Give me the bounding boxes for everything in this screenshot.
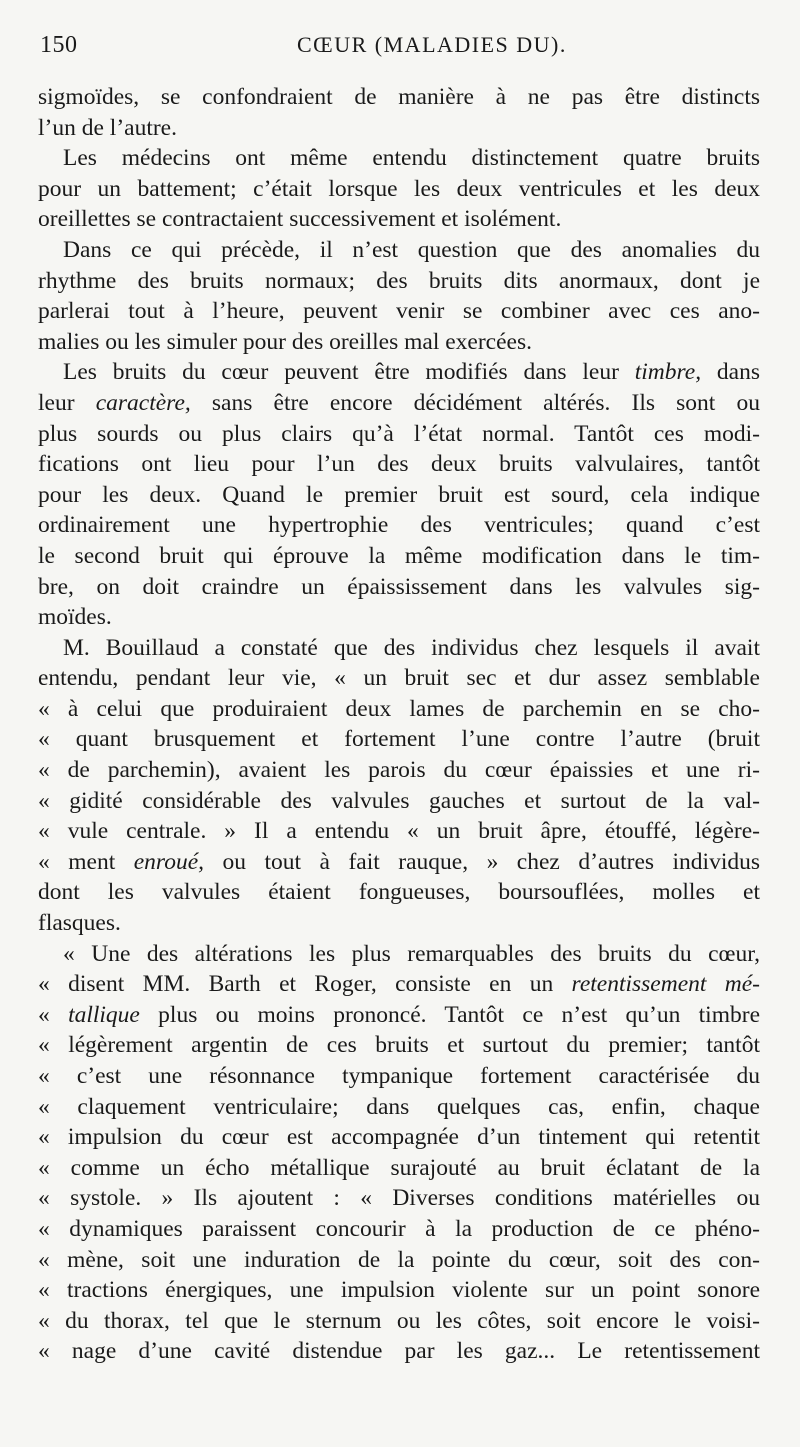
text-segment: le second bruit qui éprouve la même modification dans le tim- bbox=[38, 542, 760, 569]
text-line bbox=[38, 969, 760, 1000]
text-segment: plus sourds ou plus clairs qu’à l’état normal. Tantôt ces modi- bbox=[38, 420, 760, 447]
text-segment: malies ou les simuler pour des oreilles mal exercées. bbox=[38, 328, 532, 355]
text-segment: flasques. bbox=[38, 910, 121, 937]
text-line bbox=[38, 204, 760, 235]
italic-text: caractère, bbox=[95, 389, 191, 416]
text-line bbox=[38, 1122, 760, 1153]
text-line bbox=[38, 1336, 760, 1367]
text-segment: Les bruits du cœur peuvent être modifiés dans leur bbox=[63, 359, 635, 386]
text-line bbox=[38, 541, 760, 572]
text-segment: leur bbox=[38, 389, 96, 416]
text-segment: « comme un écho métallique surajouté au bruit éclatant de la bbox=[38, 1154, 760, 1181]
text-line bbox=[38, 939, 760, 970]
text-segment: bre, on doit craindre un épaississement dans les valvules sig- bbox=[38, 573, 760, 600]
text-line bbox=[38, 1092, 760, 1123]
text-segment: parlerai tout à l’heure, peuvent venir se combiner avec ces ano- bbox=[38, 298, 760, 325]
italic-text: tallique bbox=[68, 1001, 140, 1028]
text-segment: « du thorax, tel que le sternum ou les côtes, soit encore le voisi- bbox=[38, 1307, 760, 1334]
text-line bbox=[38, 786, 760, 817]
text-line bbox=[38, 449, 760, 480]
text-segment: « à celui que produiraient deux lames de parchemin en se cho- bbox=[38, 695, 760, 722]
text-segment: « tractions énergiques, une impulsion violente sur un point sonore bbox=[38, 1277, 760, 1304]
text-line bbox=[38, 388, 760, 419]
text-segment: « nage d’une cavité distendue par les gaz... Le retentissement bbox=[38, 1338, 760, 1365]
italic-text: enroué, bbox=[133, 848, 204, 875]
text-segment: « gidité considérable des valvules gauches et surtout de la val- bbox=[38, 787, 760, 814]
text-segment: dont les valvules étaient fongueuses, boursouflées, molles et bbox=[38, 879, 760, 906]
text-segment: dans bbox=[701, 359, 760, 386]
text-segment: « impulsion du cœur est accompagnée d’un tintement qui retentit bbox=[38, 1124, 760, 1151]
text-segment: Les médecins ont même entendu distinctement quatre bruits bbox=[63, 145, 760, 172]
text-line bbox=[38, 1245, 760, 1276]
text-segment: ordinairement une hypertrophie des ventricules; quand c’est bbox=[38, 512, 760, 539]
text-segment: pour les deux. Quand le premier bruit est sourd, cela indique bbox=[38, 481, 760, 508]
text-segment: « disent MM. Barth et Roger, consiste en un bbox=[38, 971, 572, 998]
text-segment: « dynamiques paraissent concourir à la production de ce phéno- bbox=[38, 1215, 760, 1242]
body-text bbox=[38, 82, 760, 1367]
text-segment: « c’est une résonnance tympanique fortement caractérisée du bbox=[38, 1063, 760, 1089]
text-segment: moïdes. bbox=[38, 604, 112, 631]
text-line bbox=[38, 755, 760, 786]
text-segment: sans être encore décidément altérés. Ils sont ou bbox=[190, 389, 760, 416]
text-line bbox=[38, 1153, 760, 1184]
text-line bbox=[38, 143, 760, 174]
text-segment: fications ont lieu pour l’un des deux bruits valvulaires, tantôt bbox=[38, 451, 760, 478]
text-line bbox=[38, 724, 760, 755]
text-segment: sigmoïdes, se confondraient de manière à ne pas être distincts bbox=[38, 84, 760, 110]
text-line bbox=[38, 1030, 760, 1061]
text-segment: « quant brusquement et fortement l’une contre l’autre (bruit bbox=[38, 726, 760, 753]
text-line bbox=[38, 633, 760, 664]
text-line bbox=[38, 694, 760, 725]
text-line bbox=[38, 357, 760, 388]
text-segment: « systole. » Ils ajoutent : « Diverses conditions matérielles ou bbox=[38, 1185, 760, 1212]
text-line bbox=[38, 82, 760, 113]
text-line bbox=[38, 419, 760, 450]
text-line bbox=[38, 877, 760, 908]
text-segment: plus ou moins prononcé. Tantôt ce n’est qu’un timbre bbox=[139, 1001, 761, 1028]
text-line bbox=[38, 174, 760, 205]
running-title: CŒUR (MALADIES DU). bbox=[297, 32, 567, 57]
text-segment: M. Bouillaud a constaté que des individus chez lesquels il avait bbox=[63, 634, 760, 661]
text-line bbox=[38, 113, 760, 144]
text-segment: « mène, soit une induration de la pointe du cœur, soit des con- bbox=[38, 1246, 760, 1273]
text-line bbox=[38, 602, 760, 633]
text-line bbox=[38, 1275, 760, 1306]
text-line bbox=[38, 816, 760, 847]
text-segment: « vule centrale. » Il a entendu « un bruit âpre, étouffé, légère- bbox=[38, 818, 760, 845]
text-line bbox=[38, 1183, 760, 1214]
text-segment: ou tout à fait rauque, » chez d’autres individus bbox=[204, 848, 760, 875]
text-segment: rhythme des bruits normaux; des bruits dits anormaux, dont je bbox=[38, 267, 760, 294]
text-line bbox=[38, 1214, 760, 1245]
page-number: 150 bbox=[40, 32, 78, 58]
text-segment: « de parchemin), avaient les parois du cœur épaissies et une ri- bbox=[38, 757, 760, 784]
text-line bbox=[38, 908, 760, 939]
text-segment: « claquement ventriculaire; dans quelques cas, enfin, chaque bbox=[38, 1093, 760, 1120]
page-header bbox=[40, 32, 762, 68]
text-segment: Dans ce qui précède, il n’est question que des anomalies du bbox=[63, 236, 760, 263]
text-line bbox=[38, 572, 760, 603]
text-line bbox=[38, 235, 760, 266]
text-line bbox=[38, 296, 760, 327]
text-segment: « bbox=[38, 1001, 69, 1028]
text-line bbox=[38, 480, 760, 511]
text-line bbox=[38, 1306, 760, 1337]
text-segment: pour un battement; c’était lorsque les deux ventricules et les deux bbox=[38, 175, 760, 202]
text-segment: « Une des altérations les plus remarquables des bruits du cœur, bbox=[63, 940, 760, 967]
text-line bbox=[38, 1061, 760, 1092]
text-segment: oreillettes se contractaient successivement et isolément. bbox=[38, 206, 562, 233]
text-segment: entendu, pendant leur vie, « un bruit sec et dur assez semblable bbox=[38, 665, 760, 692]
text-line bbox=[38, 266, 760, 297]
text-line bbox=[38, 510, 760, 541]
text-line bbox=[38, 663, 760, 694]
text-segment: « ment bbox=[38, 848, 134, 875]
text-segment: « légèrement argentin de ces bruits et surtout du premier; tantôt bbox=[38, 1032, 760, 1059]
text-line bbox=[38, 847, 760, 878]
italic-text: retentissement mé- bbox=[571, 971, 760, 998]
text-line bbox=[38, 327, 760, 358]
italic-text: timbre, bbox=[634, 359, 702, 386]
text-line bbox=[38, 1000, 760, 1031]
text-segment: l’un de l’autre. bbox=[38, 114, 177, 141]
